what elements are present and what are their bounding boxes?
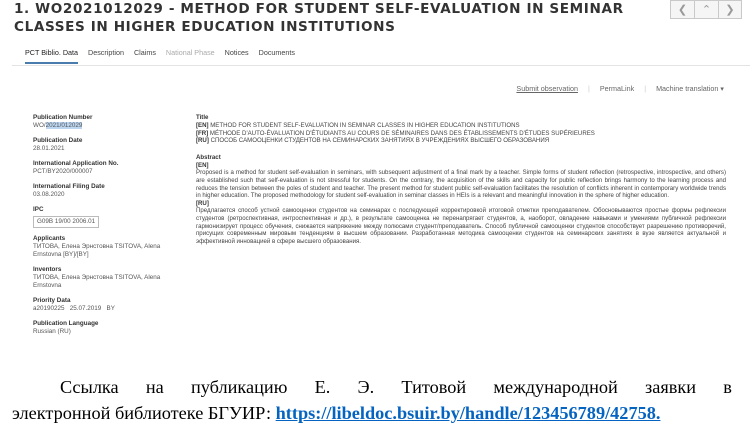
separator: | [587, 84, 590, 93]
machine-translation-dropdown[interactable]: Machine translation ▾ [656, 84, 724, 93]
application-number: PCT/BY2020/000007 [33, 168, 93, 175]
tab-claims[interactable]: Claims [133, 48, 156, 57]
tab-notices[interactable]: Notices [224, 48, 249, 57]
biblio-column [33, 113, 168, 342]
applicants: ТИТОВА, Елена Эрнстовна TSITOVA, Alena Ernstovna [BY]/[BY] [33, 243, 161, 258]
publication-date-field [33, 136, 168, 153]
title-en-text: METHOD FOR STUDENT SELF-EVALUATION IN SEMINAR CLASSES IN HIGHER EDUCATION INSTITUTIONS [210, 122, 520, 129]
caption-word: Титовой [401, 377, 467, 397]
result-navigation [670, 0, 742, 19]
application-number-field [33, 159, 168, 176]
caption-word: Э. [357, 377, 375, 397]
caption-word: международной [493, 377, 618, 397]
publication-number-prefix: WO/ [33, 122, 46, 129]
caption-word: публикацию [190, 377, 288, 397]
publication-number[interactable] [33, 122, 168, 130]
priority-field [33, 296, 168, 313]
title-fr [196, 130, 726, 138]
caption-word: в [723, 377, 732, 397]
caption-text: электронной библиотеке БГУИР: [12, 403, 276, 423]
caption-word: на [145, 377, 164, 397]
field-label: Applicants [33, 235, 66, 242]
lang-tag: [EN] [196, 122, 209, 129]
lang-tag: [RU] [196, 199, 209, 207]
inventors: ТИТОВА, Елена Эрнстовна TSITOVA, Alena Ernstovna [33, 274, 161, 289]
page-title: 1. WO2021012029 - METHOD FOR STUDENT SELF-EVALUATION IN SEMINAR CLASSES IN HIGHER EDUCATION INSTITUTIONS [14, 1, 624, 35]
field-label: Priority Data [33, 297, 71, 304]
chevron-up-icon[interactable]: ⌃ [694, 0, 718, 19]
tab-documents[interactable]: Documents [258, 48, 295, 57]
publication-number-highlight: 2021/012029 [45, 122, 83, 129]
title-ru-text: СПОСОБ САМООЦЕНКИ СТУДЕНТОВ НА СЕМИНАРСКИХ ЗАНЯТИЯХ В УЧРЕЖДЕНИЯХ ВЫСШЕГО ОБРАЗОВАНИЯ [210, 137, 550, 145]
inventors-field [33, 265, 168, 290]
priority-data: a20190225 25.07.2019 BY [33, 305, 115, 312]
separator: | [644, 84, 647, 93]
publication-number-field [33, 113, 168, 130]
caption-line-1 [0, 374, 750, 400]
caption-word: Е. [314, 377, 331, 397]
library-link[interactable]: https://libeldoc.bsuir.by/handle/123456789/42758. [275, 403, 661, 423]
submit-observation-link[interactable]: Submit observation [516, 84, 578, 93]
abstract-ru-text: Предлагается способ устной самооценки студентов на семинарах с последующей корректировкой итоговой отметки преподавателем. Обосновываются простые формы рефлексии студентов (ретроспективная, интроспективная и др.), в результате самооценка не перенапрягает студентов, а, наоборот, овладение навыками и умениями публичной рефлексии гармонизирует процесс обучения, снижается напряжение между полюсами студент/преподаватель. Способ публичной самооценки студентов способствует разрешению противоречий, присущих современным мировым тенденциям в высшем образовании. Разработанная методика самооценки студентов на семинарских занятиях в вузе является актуальной и эффективной инновацией в сфере высшего образования. [196, 207, 726, 245]
caption-line-2 [0, 400, 750, 426]
document-caption [0, 374, 750, 426]
filing-date: 03.08.2020 [33, 191, 65, 198]
lang-tag: [FR] [196, 129, 209, 137]
title-en [196, 122, 726, 130]
tab-description[interactable]: Description [88, 48, 124, 57]
field-label: International Filing Date [33, 183, 105, 190]
field-label: IPC [33, 206, 44, 213]
caption-word: заявки [645, 377, 697, 397]
chevron-left-icon[interactable]: ❮ [670, 0, 694, 19]
publication-language-field [33, 319, 168, 336]
ipc-field [33, 205, 168, 228]
permalink-link[interactable]: PermaLink [599, 84, 635, 93]
tab-biblio-data[interactable]: PCT Biblio. Data [25, 48, 78, 64]
action-links [516, 84, 724, 93]
lang-tag: [RU] [196, 137, 209, 145]
caption-word: Ссылка [60, 377, 119, 397]
lang-tag: [EN] [196, 161, 209, 169]
field-label: Publication Date [33, 137, 83, 144]
title-abstract-column [196, 113, 726, 245]
publication-date: 28.01.2021 [33, 145, 65, 152]
field-label: International Application No. [33, 160, 119, 167]
tab-divider [12, 65, 750, 66]
field-label: Inventors [33, 266, 62, 273]
title-ru [196, 137, 726, 145]
publication-language: Russian (RU) [33, 328, 71, 335]
abstract-label: Abstract [196, 153, 221, 161]
filing-date-field [33, 182, 168, 199]
field-label: Publication Number [33, 114, 93, 121]
field-label: Publication Language [33, 320, 99, 327]
ipc-code[interactable]: G09B 19/00 2006.01 [33, 216, 99, 228]
tab-bar [25, 48, 295, 64]
applicants-field [33, 234, 168, 259]
chevron-right-icon[interactable]: ❯ [718, 0, 742, 19]
abstract-en-text: Proposed is a method for student self-evaluation in seminars, with subsequent adjustment of a final mark by a teacher. Simple forms of student reflection (retrospective, introspective, and others) are established such that self-evaluation is not stressful for students. On the contrary, the acquisition of the skills and capacity for public reflection brings harmony to the learning process and reduces the tension between the poles of student and teacher. The present method for student public self-evaluation facilitates the resolution of conflicts inherent in contemporary worldwide trends in higher education. The proposed methodology for student self-evaluation in seminar classes in HEIs is a relevant and meaningful innovation in the sphere of higher education. [196, 169, 726, 200]
title-fr-text: MÉTHODE D'AUTO-ÉVALUATION D'ÉTUDIANTS AU COURS DE SÉMINAIRES DANS DES ÉTABLISSEMENTS D'ÉTUDES SUPÉRIEURES [209, 129, 595, 137]
title-label: Title [196, 114, 209, 121]
tab-national-phase: National Phase [165, 48, 215, 57]
